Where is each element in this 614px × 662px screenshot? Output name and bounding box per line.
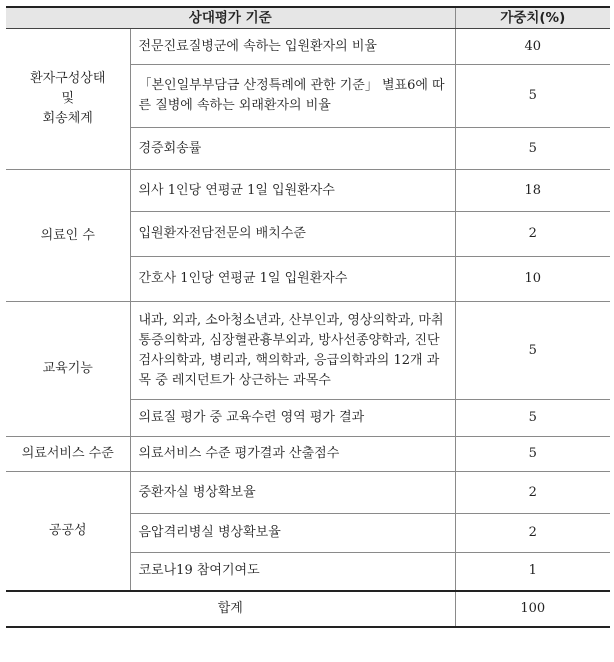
- category-cell: [6, 472, 130, 591]
- weight-cell: 2: [455, 514, 610, 553]
- category-cell: [6, 170, 130, 302]
- evaluation-criteria-table: [6, 6, 610, 628]
- weight-cell: 2: [455, 212, 610, 257]
- total-row: [6, 591, 610, 627]
- table-row: [6, 29, 610, 65]
- weight-cell: 10: [455, 257, 610, 302]
- category-line: 의료서비스 수준: [21, 446, 114, 461]
- category-cell: [6, 29, 130, 170]
- category-line: 및: [61, 91, 75, 106]
- criterion-cell: 전문진료질병군에 속하는 입원환자의 비율: [130, 29, 455, 65]
- weight-cell: 5: [455, 128, 610, 170]
- criterion-cell: 음압격리병실 병상확보율: [130, 514, 455, 553]
- category-cell: [6, 437, 130, 472]
- header-weight: 가중치(%): [455, 7, 610, 29]
- category-line: 환자구성상태: [30, 71, 106, 86]
- category-line: 의료인 수: [40, 227, 95, 243]
- weight-cell: 5: [455, 65, 610, 128]
- criterion-cell: 「본인일부부담금 산정특례에 관한 기준」 별표6에 따른 질병에 속하는 외래환자의 비율: [130, 65, 455, 128]
- criterion-cell: 간호사 1인당 연평균 1일 입원환자수: [130, 257, 455, 302]
- weight-cell: 2: [455, 472, 610, 514]
- table-row: [6, 170, 610, 212]
- criterion-cell: 코로나19 참여기여도: [130, 553, 455, 591]
- criterion-cell: 내과, 외과, 소아청소년과, 산부인과, 영상의학과, 마취통증의학과, 심장혈관흉부외과, 방사선종양학과, 진단검사의학과, 병리과, 핵의학과, 응급의학과의 12개 과목 중 레지던트가 상근하는 과목수: [130, 302, 455, 400]
- total-weight: 100: [455, 591, 610, 627]
- category-cell: [6, 302, 130, 437]
- weight-cell: 40: [455, 29, 610, 65]
- category-line: 교육기능: [42, 361, 93, 376]
- header-row: [6, 7, 610, 29]
- category-line: 공공성: [48, 522, 87, 538]
- weight-cell: 5: [455, 302, 610, 400]
- criterion-cell: 입원환자전담전문의 배치수준: [130, 212, 455, 257]
- weight-cell: 18: [455, 170, 610, 212]
- header-criteria: 상대평가 기준: [6, 7, 455, 29]
- total-label: 합계: [6, 591, 455, 627]
- criterion-cell: 의료질 평가 중 교육수련 영역 평가 결과: [130, 400, 455, 437]
- table-row: [6, 302, 610, 400]
- table-row: [6, 437, 610, 472]
- criterion-cell: 경증회송률: [130, 128, 455, 170]
- weight-cell: 1: [455, 553, 610, 591]
- criterion-cell: 의료서비스 수준 평가결과 산출점수: [130, 437, 455, 472]
- table-row: [6, 472, 610, 514]
- criterion-cell: 중환자실 병상확보율: [130, 472, 455, 514]
- category-line: 회송체계: [42, 111, 93, 126]
- weight-cell: 5: [455, 400, 610, 437]
- weight-cell: 5: [455, 437, 610, 472]
- criterion-cell: 의사 1인당 연평균 1일 입원환자수: [130, 170, 455, 212]
